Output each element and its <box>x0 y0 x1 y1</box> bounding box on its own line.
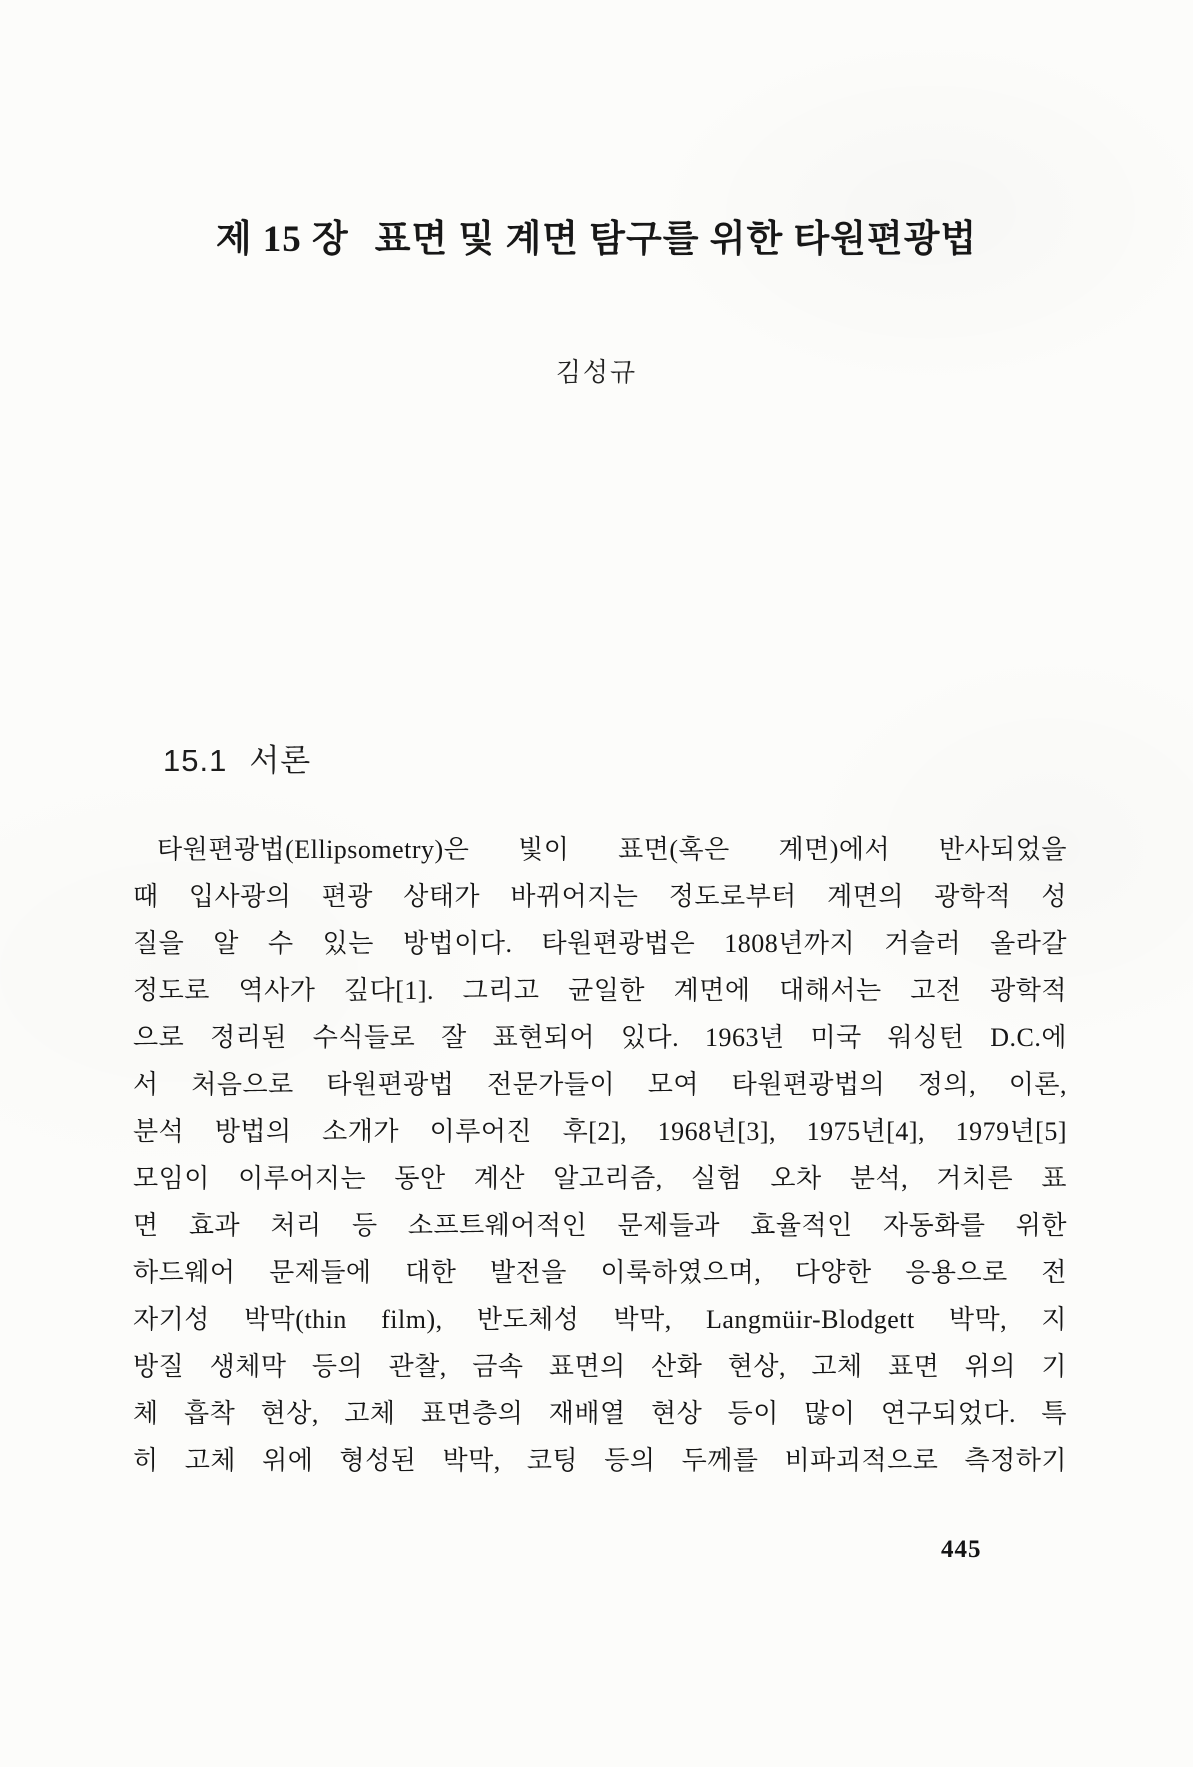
paragraph-line: 서 처음으로 타원편광법 전문가들이 모여 타원편광법의 정의, 이론, <box>133 1070 1067 1099</box>
paragraph-line: 자기성 박막(thin film), 반도체성 박막, Langmüir-Blodgett 박막, 지 <box>133 1305 1067 1334</box>
paragraph-line: 질을 알 수 있는 방법이다. 타원편광법은 1808년까지 거슬러 올라갈 <box>133 929 1067 958</box>
paragraph-line: 방질 생체막 등의 관찰, 금속 표면의 산화 현상, 고체 표면 위의 기 <box>133 1352 1067 1381</box>
section-title: 서론 <box>249 743 312 778</box>
paragraph-line: 때 입사광의 편광 상태가 바뀌어지는 정도로부터 계면의 광학적 성 <box>133 882 1067 911</box>
chapter-name: 표면 및 계면 탐구를 위한 타원편광법 <box>374 219 978 260</box>
paragraph-line: 하드웨어 문제들에 대한 발전을 이룩하였으며, 다양한 응용으로 전 <box>133 1258 1067 1287</box>
section-heading <box>163 735 311 780</box>
paragraph-line: 히 고체 위에 형성된 박막, 코팅 등의 두께를 비파괴적으로 측정하기 <box>133 1446 1067 1475</box>
page-number: 445 <box>941 1536 982 1563</box>
paragraph-line: 으로 정리된 수식들로 잘 표현되어 있다. 1963년 미국 워싱턴 D.C.에 <box>133 1023 1067 1052</box>
paragraph-line: 분석 방법의 소개가 이루어진 후[2], 1968년[3], 1975년[4], 1979년[5] <box>133 1117 1067 1146</box>
paragraph-line: 면 효과 처리 등 소프트웨어적인 문제들과 효율적인 자동화를 위한 <box>133 1211 1067 1240</box>
author-name: 김성규 <box>555 357 638 387</box>
intro-paragraph <box>133 826 1067 1484</box>
paragraph-line: 체 흡착 현상, 고체 표면층의 재배열 현상 등이 많이 연구되었다. 특 <box>133 1399 1067 1428</box>
paragraph-line: 정도로 역사가 깊다[1]. 그리고 균일한 계면에 대해서는 고전 광학적 <box>133 976 1067 1005</box>
paragraph-line: 타원편광법(Ellipsometry)은 빛이 표면(혹은 계면)에서 반사되었을 <box>157 835 1067 864</box>
chapter-number-label: 제 15 장 <box>215 219 349 260</box>
chapter-title <box>0 208 1193 262</box>
paragraph-line: 모임이 이루어지는 동안 계산 알고리즘, 실험 오차 분석, 거치른 표 <box>133 1164 1067 1193</box>
section-number: 15.1 <box>163 743 228 778</box>
